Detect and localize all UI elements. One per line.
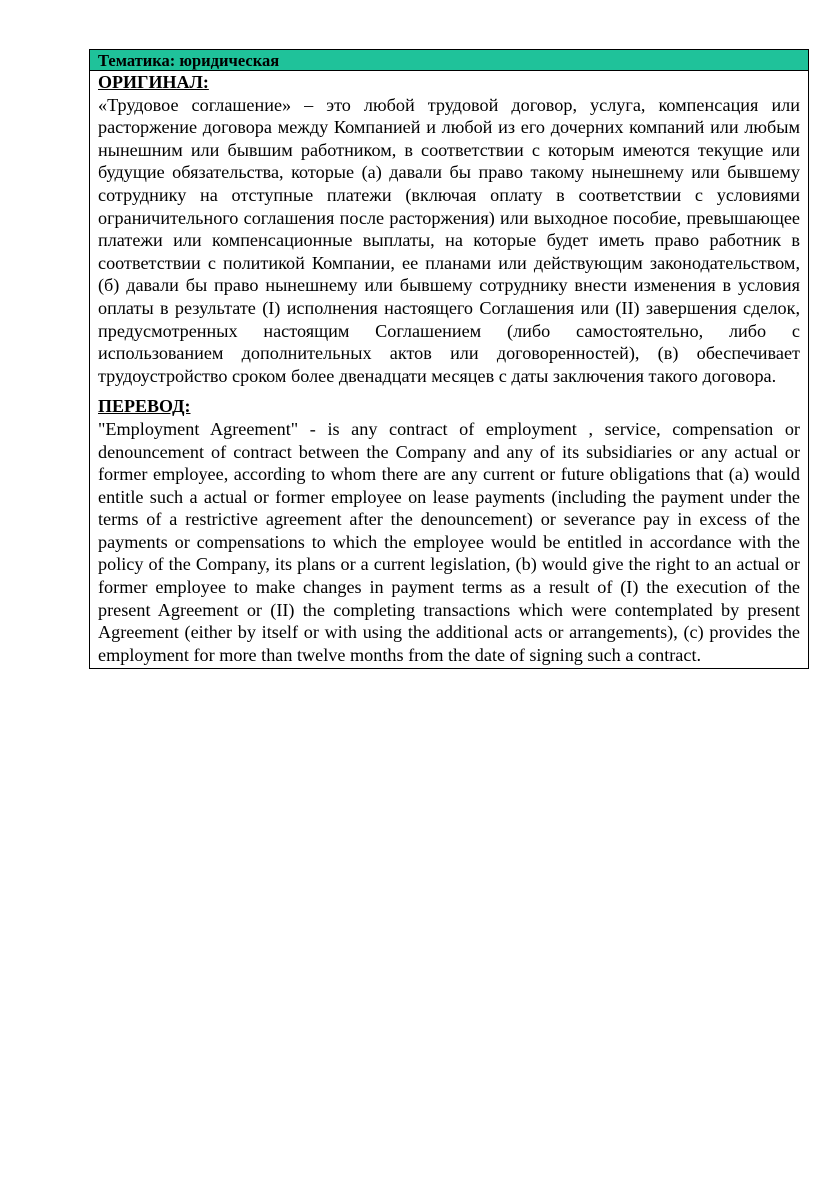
original-text: «Трудовое соглашение» – это любой трудовой договор, услуга, компенсация или расторжение договора между Компанией и любой из его дочерних компаний или любым нынешним или бывшим работником, в соответствии с которым имеются текущие или будущие обязательства, которые (а) давали бы право такому нынешнему или бывшему сотруднику на отступные платежи (включая оплату в соответствии с условиями ограничительного соглашения после расторжения) или выходное пособие, превышающее платежи или компенсационные выплаты, на которые будет иметь право работник в соответствии с политикой Компании, ее планами или действующим законодательством, (б) давали бы право нынешнему или бывшему сотруднику внести изменения в условия оплаты в результате (I) исполнения настоящего Соглашения или (II) завершения сделок, предусмотренных настоящим Соглашением (либо самостоятельно, либо с использованием дополнительных актов или договоренностей), (в) обеспечивает трудоустройство сроком более двенадцати месяцев с даты заключения такого договора. (98, 94, 800, 386)
content-cell (90, 71, 808, 668)
translation-text: "Employment Agreement" - is any contract of employment , service, compensation or denouncement of contract between the Company and any of its subsidiaries or any actual or former employee, according to whom there are any current or future obligations that (a) would entitle such a actual or former employee on lease payments (including the payment under the terms of a restrictive agreement after the denouncement) or severance pay in excess of the payments or compensations to which the employee would be entitled in accordance with the policy of the Company, its plans or a current legislation, (b) would give the right to an actual or former employee to make changes in payment terms as a result of (I) the execution of the present Agreement or (II) the completing transactions which were contemplated by present Agreement (either by itself or with using the additional acts or arrangements), (c) provides the employment for more than twelve months from the date of signing such a contract. (98, 418, 800, 665)
topic-header (90, 50, 808, 71)
topic-value: юридическая (179, 51, 280, 70)
topic-label: Тематика: (98, 51, 176, 70)
translation-heading: ПЕРЕВОД: (98, 396, 191, 417)
section-spacer (98, 387, 800, 395)
document-table (89, 49, 809, 669)
original-heading: ОРИГИНАЛ: (98, 72, 209, 92)
